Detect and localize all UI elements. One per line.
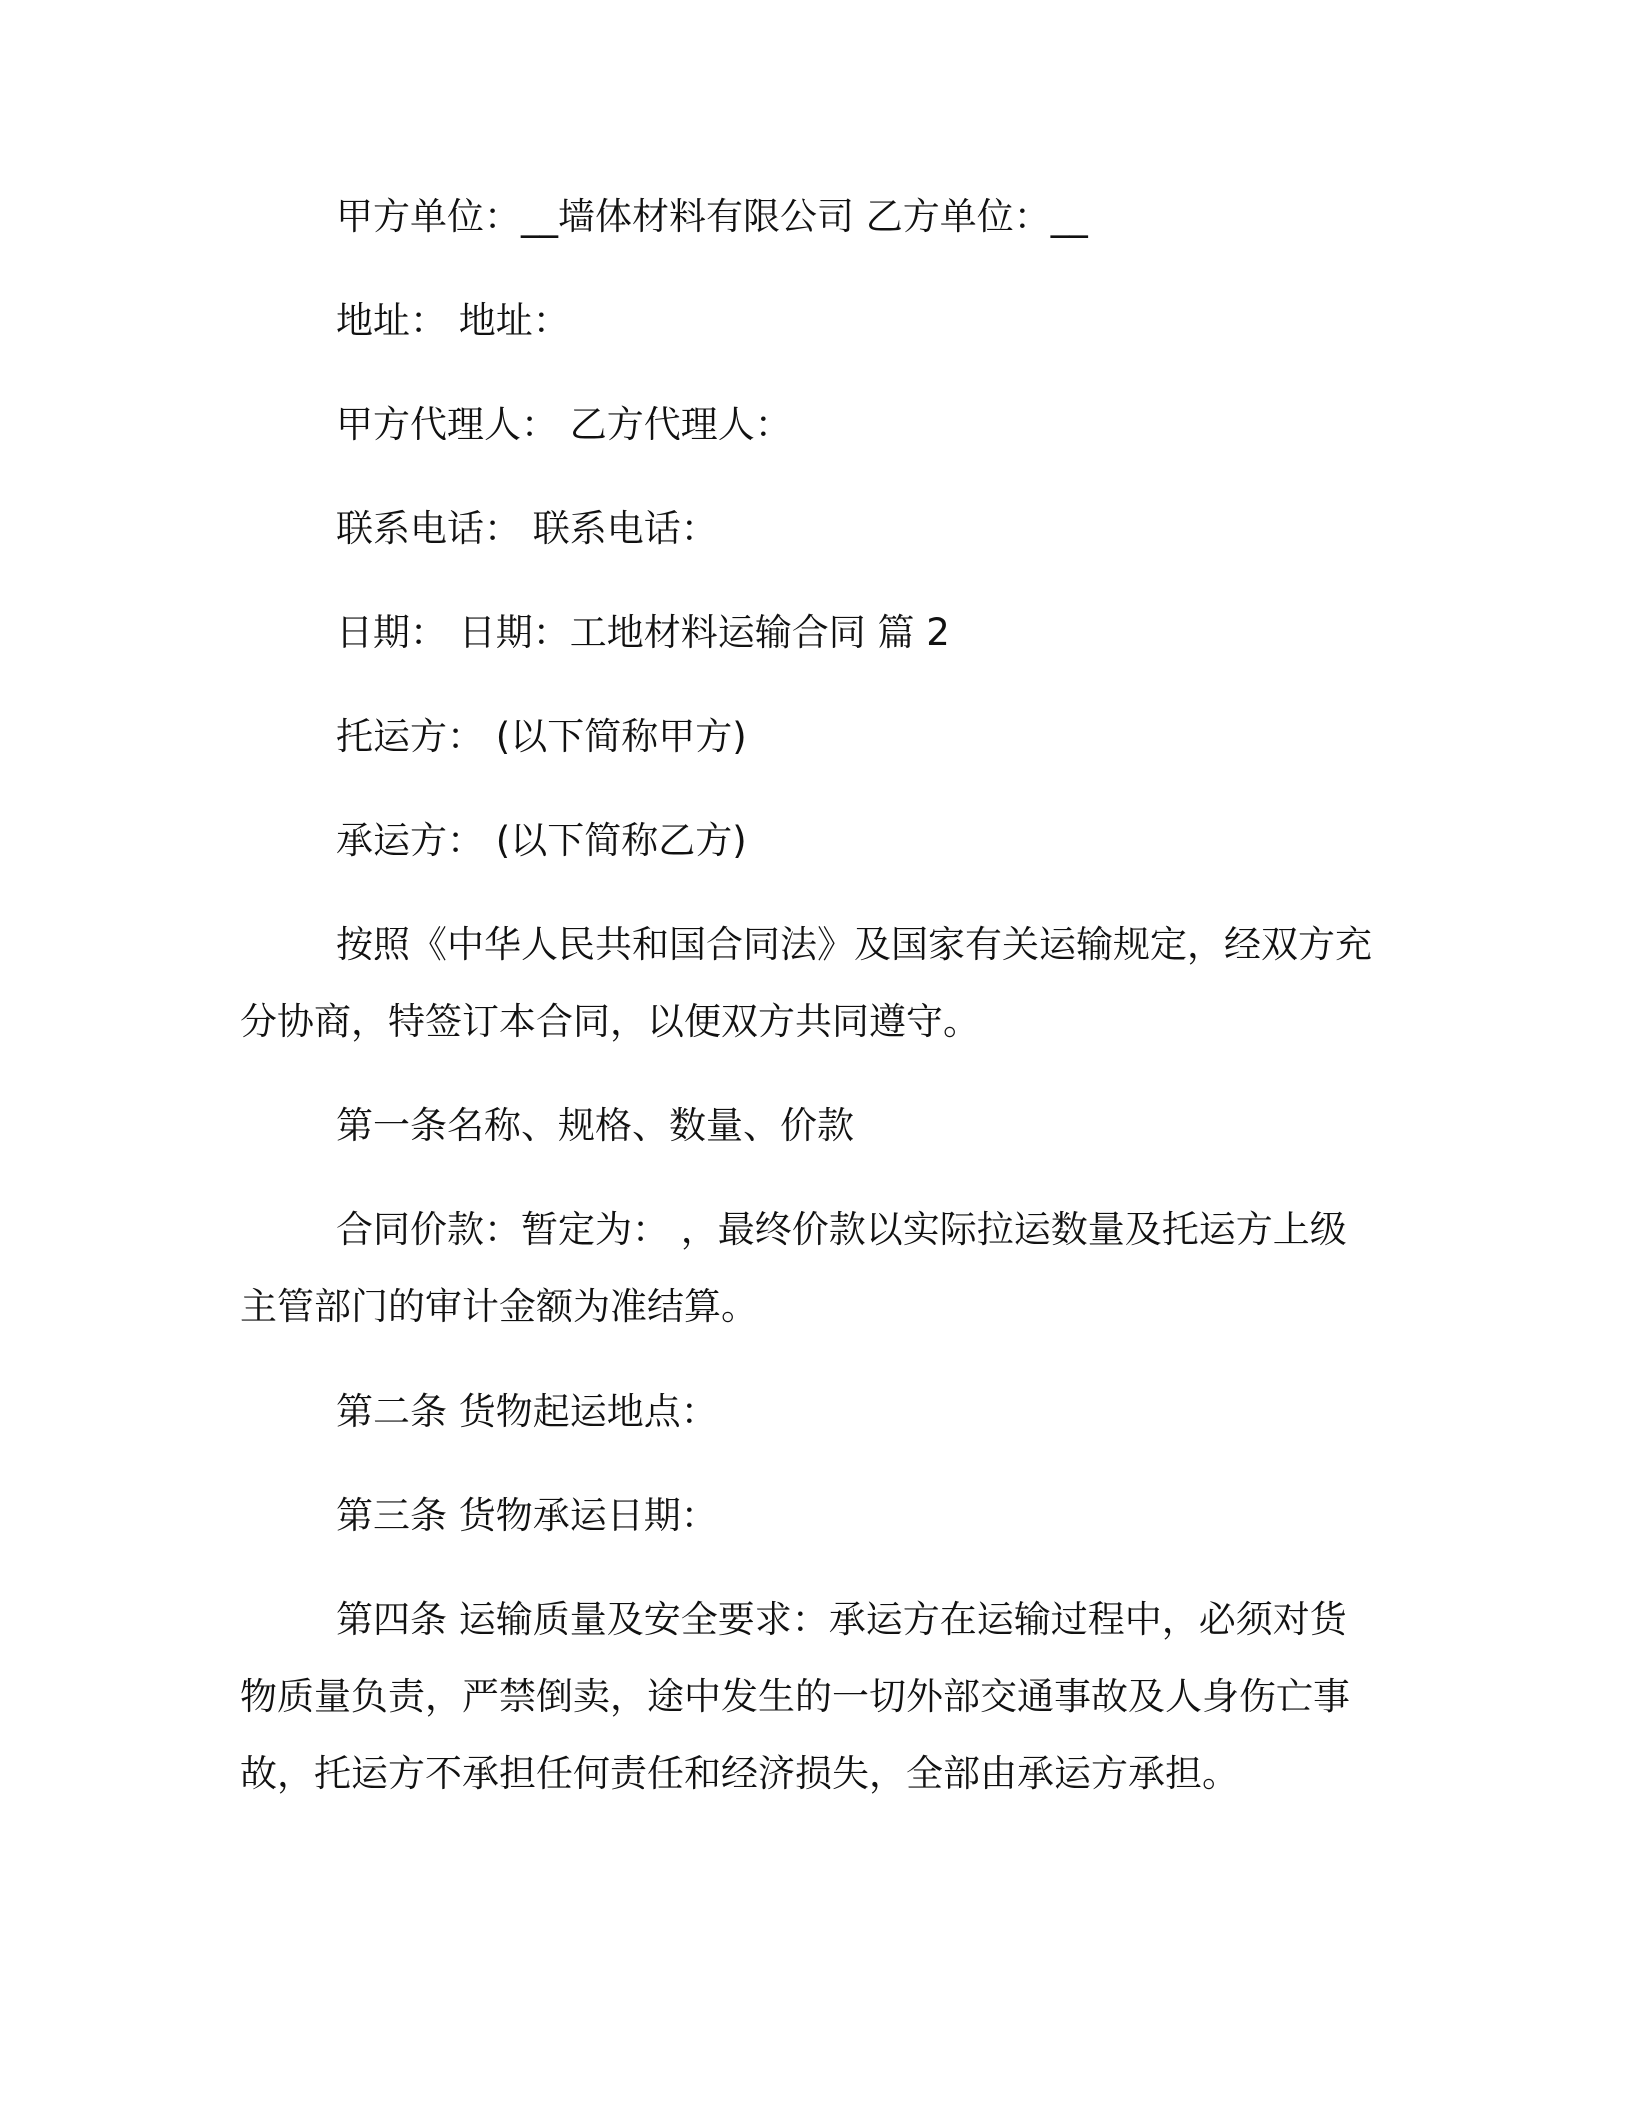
article-2-line: 第二条 货物起运地点：: [336, 1390, 718, 1433]
article-4-paragraph: 第四条 运输质量及安全要求：承运方在运输过程中，必须对货物质量负责，严禁倒卖，途中发生的一切外部交通事故及人身伤亡事故，托运方不承担任何责任和经济损失，全部由承运方承担。: [240, 1598, 1350, 1795]
date-line: 日期： 日期：工地材料运输合同 篇 2: [336, 611, 950, 654]
article-3-line: 第三条 货物承运日期：: [336, 1494, 718, 1537]
phone-line: 联系电话： 联系电话：: [336, 507, 718, 550]
agent-line: 甲方代理人： 乙方代理人：: [336, 403, 792, 446]
preamble-paragraph: 按照《中华人民共和国合同法》及国家有关运输规定，经双方充分协商，特签订本合同，以便双方共同遵守。: [240, 923, 1372, 1043]
contract-price-paragraph: 合同价款：暂定为： ，最终价款以实际拉运数量及托运方上级主管部门的审计金额为准结算。: [240, 1208, 1347, 1328]
carrier-line: 承运方： (以下简称乙方): [336, 819, 747, 862]
address-line: 地址： 地址：: [336, 299, 570, 342]
article-1-heading: 第一条名称、规格、数量、价款: [336, 1104, 854, 1147]
shipper-line: 托运方： (以下简称甲方): [336, 715, 747, 758]
party-units-line: 甲方单位：__墙体材料有限公司 乙方单位：__: [336, 195, 1088, 238]
